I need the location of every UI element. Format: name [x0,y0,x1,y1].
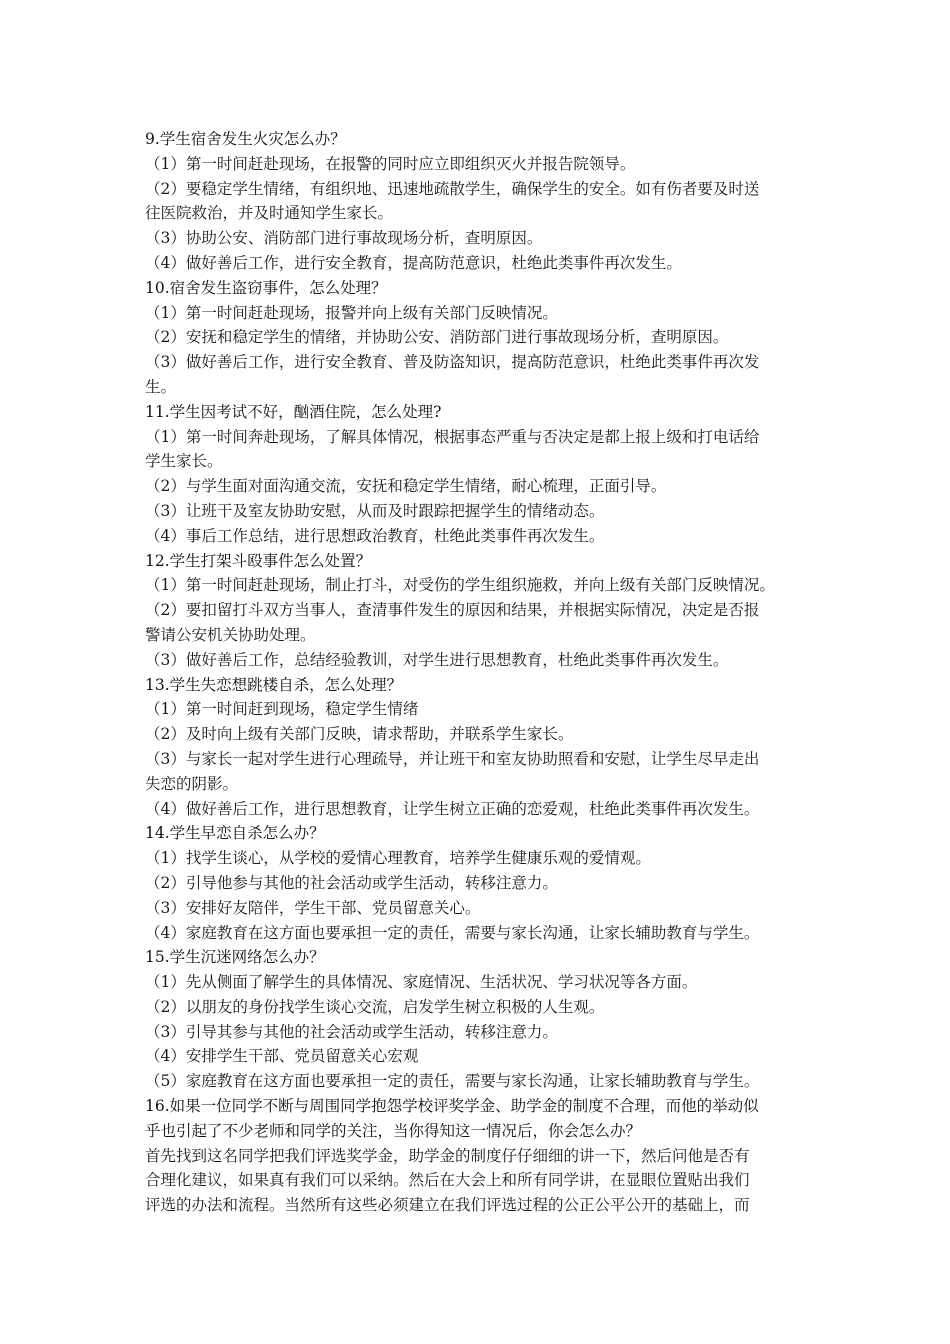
list-item-line: （1）第一时间赶到现场，稳定学生情绪 [145,700,419,719]
list-item-line: （2）与学生面对面沟通交流，安抚和稳定学生情绪，耐心梳理，正面引导。 [145,477,667,496]
section-heading-line: 14.学生早恋自杀怎么办？ [145,824,325,843]
list-item-line: （3）让班干及室友协助安慰，从而及时跟踪把握学生的情绪动态。 [145,501,605,520]
list-item-line: （3）安排好友陪伴，学生干部、党员留意关心。 [145,898,481,917]
list-item-line: （4）安排学生干部、党员留意关心宏观 [145,1047,419,1066]
list-item-line: （1）找学生谈心，从学校的爱情心理教育，培养学生健康乐观的爱情观。 [145,849,651,868]
list-item-line: （2）安抚和稳定学生的情绪，并协助公安、消防部门进行事故现场分析，查明原因。 [145,328,729,347]
list-item-line: （2）要扣留打斗双方当事人，查清事件发生的原因和结果，并根据实际情况，决定是否报 [145,601,760,620]
list-item-line: （5）家庭教育在这方面也要承担一定的责任，需要与家长沟通，让家长辅助教育与学生。 [145,1072,760,1091]
section-heading-line: 12.学生打架斗殴事件怎么处置？ [145,551,372,570]
list-item-line: （4）家庭教育在这方面也要承担一定的责任，需要与家长沟通，让家长辅助教育与学生。 [145,923,760,942]
list-item-line: （1）先从侧面了解学生的具体情况、家庭情况、生活状况、学习状况等各方面。 [145,973,698,992]
section-heading-line: 乎也引起了不少老师和同学的关注，当你得知这一情况后，你会怎么办？ [145,1121,642,1140]
list-item-line: （1）第一时间赶赴现场，报警并向上级有关部门反映情况。 [145,303,558,322]
section-heading-line: 9.学生宿舍发生火灾怎么办？ [145,130,346,148]
list-item-line: 警请公安机关协助处理。 [145,625,316,644]
list-item-line: （1）第一时间赶赴现场，在报警的同时应立即组织灭火并报告院领导。 [145,154,636,173]
section-heading-line: 16.如果一位同学不断与周围同学抱怨学校评奖学金、助学金的制度不合理，而他的举动似 [145,1097,759,1116]
list-item-line: （1）第一时间奔赴现场，了解具体情况，根据事态严重与否决定是都上报上级和打电话给 [145,427,760,446]
list-item-line: （4）事后工作总结，进行思想政治教育，杜绝此类事件再次发生。 [145,526,605,545]
list-item-line: 往医院救治，并及时通知学生家长。 [145,204,394,223]
list-item-line: 失恋的阴影。 [145,774,239,793]
list-item-line: （3）与家长一起对学生进行心理疏导，并让班干和室友协助照看和安慰，让学生尽早走出 [145,749,760,768]
section-heading-line: 13.学生失恋想跳楼自杀，怎么处理？ [145,675,403,694]
document-body [145,127,825,1218]
list-item-line: （4）做好善后工作，进行思想教育，让学生树立正确的恋爱观，杜绝此类事件再次发生。 [145,799,760,818]
paragraph-line: 评选的办法和流程。当然所有这些必须建立在我们评选过程的公正公平公开的基础上，而 [145,1196,750,1215]
list-item-line: （4）做好善后工作，进行安全教育，提高防范意识，杜绝此类事件再次发生。 [145,253,682,272]
list-item-line: （2）以朋友的身份找学生谈心交流，启发学生树立积极的人生观。 [145,997,605,1016]
list-item-line: （3）做好善后工作，总结经验教训，对学生进行思想教育，杜绝此类事件再次发生。 [145,650,729,669]
list-item-line: （2）引导他参与其他的社会活动或学生活动，转移注意力。 [145,873,558,892]
list-item-line: （3）做好善后工作，进行安全教育、普及防盗知识，提高防范意识，杜绝此类事件再次发 [145,353,760,372]
list-item-line: 生。 [145,377,177,396]
paragraph-line: 合理化建议，如果真有我们可以采纳。然后在大会上和所有同学讲，在显眼位置贴出我们 [145,1171,750,1190]
list-item-line: （2）要稳定学生情绪，有组织地、迅速地疏散学生，确保学生的安全。如有伤者要及时送 [145,179,760,198]
section-heading-line: 10.宿舍发生盗窃事件，怎么处理？ [145,278,387,297]
list-item-line: 学生家长。 [145,452,223,471]
list-item-line: （2）及时向上级有关部门反映，请求帮助，并联系学生家长。 [145,725,574,744]
list-item-line: （3）协助公安、消防部门进行事故现场分析，查明原因。 [145,229,543,248]
list-item-line: （3）引导其参与其他的社会活动或学生活动，转移注意力。 [145,1022,558,1041]
list-item-line: （1）第一时间赶赴现场，制止打斗，对受伤的学生组织施救，并向上级有关部门反映情况。 [145,576,775,595]
section-heading-line: 15.学生沉迷网络怎么办？ [145,948,325,967]
section-heading-line: 11.学生因考试不好，酗酒住院，怎么处理? [145,402,442,421]
paragraph-line: 首先找到这名同学把我们评选奖学金，助学金的制度仔仔细细的讲一下，然后问他是否有 [145,1146,750,1165]
